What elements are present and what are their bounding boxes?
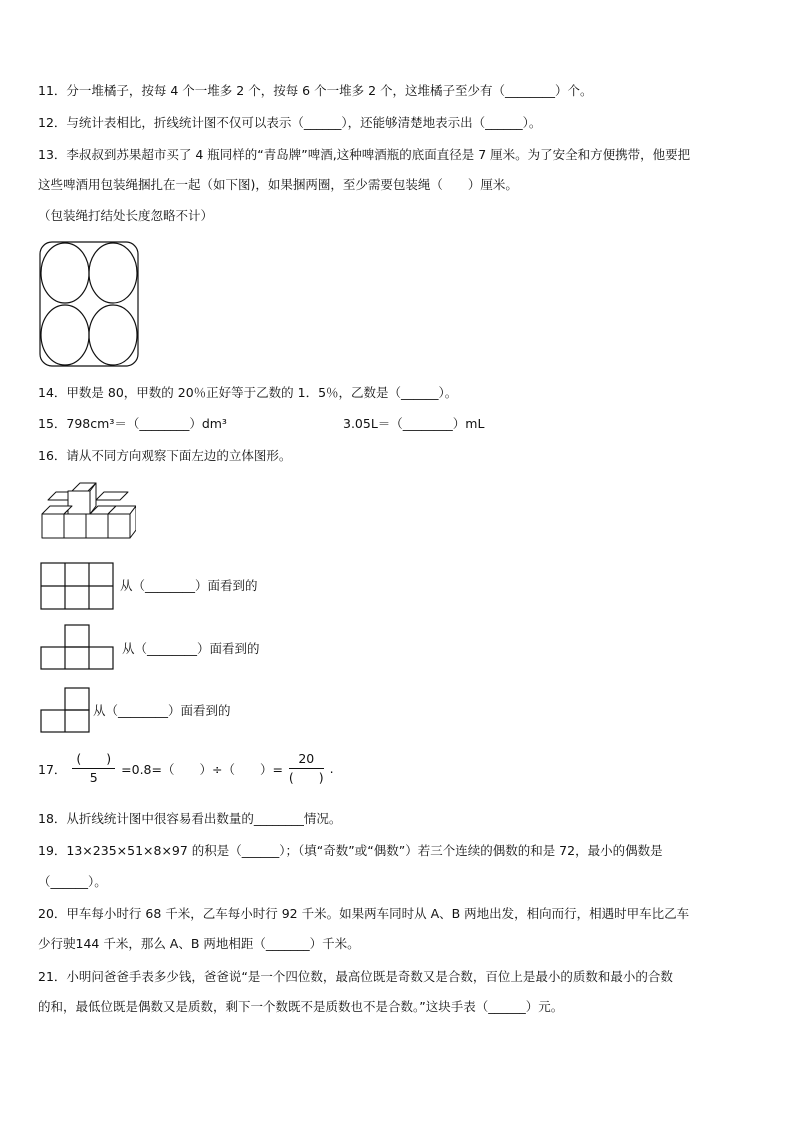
- question-21-line-2: 的和，最低位既是偶数又是质数，剩下一个数既不是质数也不是合数。”这块手表（______）元。: [38, 999, 564, 1014]
- fraction-1-numerator: ( ): [72, 750, 115, 769]
- question-17-middle: =0.8=（ ）÷（ ）=: [121, 761, 283, 777]
- question-13-note: （包装绳打结处长度忽略不计）: [38, 208, 214, 223]
- question-17-end: .: [329, 761, 334, 776]
- view-figure-3: [40, 687, 90, 733]
- question-21-line-1: 21．小明问爸爸手表多少钱，爸爸说“是一个四位数，最高位既是奇数又是合数，百位上是最小的质数和最小的合数: [38, 969, 673, 984]
- question-19-line-2: （______）。: [38, 874, 107, 889]
- view-caption-3: 从（________）面看到的: [93, 703, 231, 718]
- view-caption-2: 从（________）面看到的: [122, 641, 260, 656]
- question-11: 11．分一堆橘子，按每 4 个一堆多 2 个，按每 6 个一堆多 2 个，这堆橘子至少有（________）个。: [38, 83, 593, 98]
- view-caption-1: 从（________）面看到的: [120, 578, 258, 593]
- bottle-circle-bottom-left: [41, 305, 89, 365]
- fraction-2-numerator: 20: [289, 750, 324, 769]
- fraction-2: [289, 750, 324, 787]
- question-13-line-1: 13．李叔叔到苏果超市买了 4 瓶同样的“青岛牌”啤酒,这种啤酒瓶的底面直径是 7 厘米。为了安全和方便携带，他要把: [38, 147, 691, 162]
- fraction-2-denominator: ( ): [288, 770, 324, 785]
- fraction-1-denominator: 5: [89, 770, 98, 785]
- question-17-label: 17．: [38, 761, 67, 777]
- question-13-line-2: 这些啤酒用包装绳捆扎在一起（如下图)，如果捆两圈，至少需要包装绳（ ）厘米。: [38, 177, 518, 192]
- question-16: 16．请从不同方向观察下面左边的立体图形。: [38, 448, 292, 463]
- question-20-line-2: 少行驶144 千米，那么 A、B 两地相距（_______）千米。: [38, 936, 360, 951]
- question-20-line-1: 20．甲车每小时行 68 千米，乙车每小时行 92 千米。如果两车同时从 A、B 两地出发，相向而行，相遇时甲车比乙车: [38, 906, 690, 921]
- fraction-1: [72, 750, 115, 787]
- question-15-part-b: 3.05L＝（________）mL: [343, 416, 485, 431]
- bottle-circle-bottom-right: [89, 305, 137, 365]
- cube-solid-figure: [40, 482, 136, 540]
- question-19-line-1: 19．13×235×51×8×97 的积是（______）；（填“奇数”或“偶数”）若三个连续的偶数的和是 72，最小的偶数是: [38, 843, 663, 858]
- question-17: [38, 750, 334, 787]
- question-12: 12．与统计表相比，折线统计图不仅可以表示（______），还能够清楚地表示出（______）。: [38, 115, 542, 130]
- bottle-circle-top-right: [89, 243, 137, 303]
- bottle-circle-top-left: [41, 243, 89, 303]
- question-14: 14．甲数是 80，甲数的 20％正好等于乙数的 1．5％，乙数是（______）。: [38, 385, 458, 400]
- view-figure-2: [40, 624, 114, 670]
- bundle-outline: [40, 242, 138, 366]
- question-15-part-a: 15．798cm³＝（________）dm³: [38, 416, 227, 431]
- bottle-bundle-figure: [38, 240, 140, 368]
- question-18: 18．从折线统计图中很容易看出数量的________情况。: [38, 811, 342, 826]
- view-figure-1: [40, 562, 114, 610]
